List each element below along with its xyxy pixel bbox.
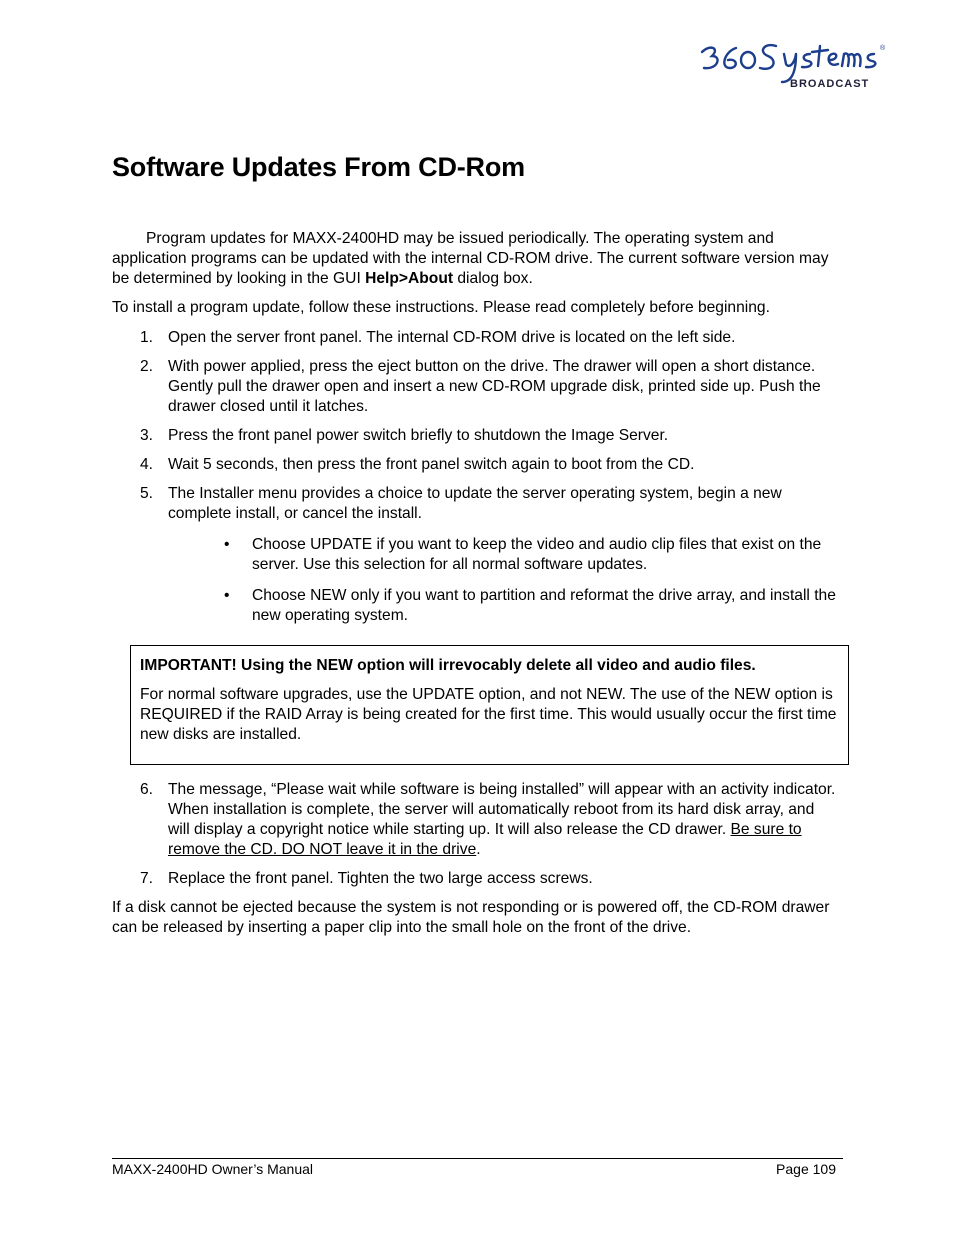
registered-mark: ® [880, 45, 886, 52]
closing-paragraph: If a disk cannot be ejected because the system is not responding or is powered off, the CD-ROM drawer can be released by inserting a paper clip into the small hole on the front of the drive. [112, 899, 830, 936]
logo-graphic [696, 38, 886, 92]
step-item [112, 426, 836, 446]
step-text: The Installer menu provides a choice to update the server operating system, begin a new complete install, or cancel the install. [168, 485, 782, 522]
bullet-item [168, 535, 836, 575]
footer-manual-title: MAXX-2400HD Owner’s Manual [112, 1161, 314, 1177]
step-text: Replace the front panel. Tighten the two large access screws. [168, 870, 593, 887]
bullet-item [168, 586, 836, 626]
page-title: Software Updates From CD-Rom [112, 152, 525, 182]
menu-path: Help>About [365, 270, 454, 287]
closing-section [112, 898, 836, 938]
steps-list-continued [112, 780, 836, 898]
step-item [112, 869, 836, 889]
step-item [112, 357, 836, 417]
step-number: 5. [140, 485, 154, 502]
bullet-icon: • [224, 587, 230, 604]
steps-list [112, 328, 836, 637]
step-text: Press the front panel power switch briefly to shutdown the Image Server. [168, 427, 669, 444]
step-number: 3. [140, 427, 154, 444]
step-number: 7. [140, 870, 154, 887]
important-notice [130, 645, 849, 765]
step-text-end: . [476, 841, 481, 858]
step-text: Open the server front panel. The internal CD-ROM drive is located on the left side. [168, 329, 736, 346]
footer-page-number: Page 109 [776, 1161, 836, 1177]
intro-section [112, 229, 836, 318]
intro-paragraph [112, 229, 836, 289]
step-number: 1. [140, 329, 154, 346]
intro-text: Program updates for MAXX-2400HD may be issued periodically. The operating system and application programs can be updated with the internal CD-ROM drive. The current software version may be determined by looking in the GUI [112, 230, 829, 287]
intro-text-end: dialog box. [453, 270, 533, 287]
step-text: The message, “Please wait while software is being installed” will appear with an activity indicator. When installation is complete, the server will automatically reboot from its hard disk array, and will display a copyright notice while starting up. It will also release the CD drawer. [168, 781, 836, 838]
important-heading: IMPORTANT! Using the NEW option will irrevocably delete all video and audio files. [140, 657, 756, 674]
bullet-icon: • [224, 536, 230, 553]
instructions-intro: To install a program update, follow these instructions. Please read completely before beginning. [112, 299, 770, 316]
brand-logo [696, 38, 886, 92]
step-text: Wait 5 seconds, then press the front panel switch again to boot from the CD. [168, 456, 695, 473]
step-number: 2. [140, 358, 154, 375]
choice-list [168, 535, 836, 626]
step-number: 6. [140, 781, 154, 798]
step-item [112, 328, 836, 348]
important-body: For normal software upgrades, use the UPDATE option, and not NEW. The use of the NEW option is REQUIRED if the RAID Array is being created for the first time. This would usually occur the first time new disks are installed. [140, 686, 837, 743]
warning-underlined: Be sure to remove the CD. DO NOT leave it in the drive [168, 821, 802, 858]
step-number: 4. [140, 456, 154, 473]
logo-subtitle: BROADCAST [790, 78, 870, 90]
step-text: With power applied, press the eject button on the drive. The drawer will open a short distance. Gently pull the drawer open and insert a new CD-ROM upgrade disk, printed side up. Push the drawer closed until it latches. [168, 358, 821, 415]
footer-divider [112, 1158, 843, 1159]
step-item [112, 780, 836, 860]
step-item [112, 484, 836, 626]
step-item [112, 455, 836, 475]
bullet-text: Choose UPDATE if you want to keep the video and audio clip files that exist on the server. Use this selection for all normal software updates. [252, 536, 822, 573]
bullet-text: Choose NEW only if you want to partition and reformat the drive array, and install the new operating system. [252, 587, 836, 624]
